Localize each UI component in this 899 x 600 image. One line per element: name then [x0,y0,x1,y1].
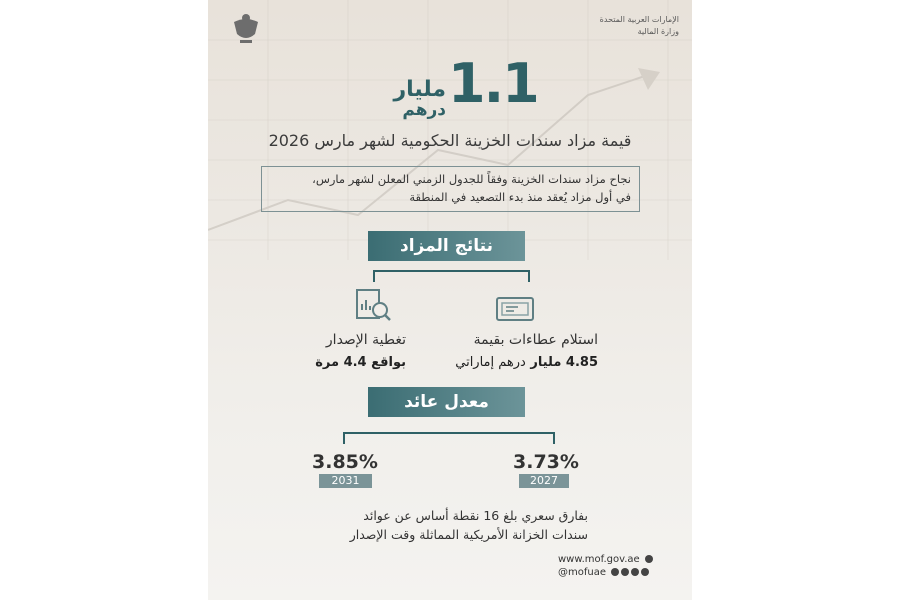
ministry-country: الإمارات العربية المتحدة [599,15,679,24]
document-search-icon [351,286,395,324]
yield-bracket [343,432,555,444]
yield-year-2031: 2031 [319,474,372,488]
value-unit-billion: مليار [393,77,446,102]
ministry-title: وزارة المالية [637,27,679,36]
bids-value-line [438,354,598,372]
uae-emblem-icon [230,12,262,46]
social-row [558,566,670,580]
yield-rate-2031: 3.85% [312,451,378,473]
linkedin-icon[interactable] [631,568,639,576]
x-icon[interactable] [621,568,629,576]
footnote-line-1: بفارق سعري بلغ 16 نقطة أساس عن عوائد [363,508,588,523]
footnote-line-2: سندات الخزانة الأمريكية المماثلة وقت الإصدار [349,527,588,542]
ministry-name [600,14,679,38]
social-handle[interactable]: @mofuae [558,567,606,578]
yield-banner: معدل عائد [368,387,525,417]
results-banner: نتائج المزاد [368,231,525,261]
infographic-poster [208,0,692,600]
auction-value: 1.1 [448,52,538,115]
coverage-label: تغطية الإصدار [325,332,406,348]
yield-year-2027: 2027 [519,474,569,488]
youtube-icon[interactable] [641,568,649,576]
instagram-icon[interactable] [611,568,619,576]
page-title: قيمة مزاد سندات الخزينة الحكومية لشهر مارس 2026 [268,131,632,150]
results-bracket [373,270,530,282]
globe-icon [645,555,653,563]
spread-footnote [288,506,588,544]
intro-line-2: في أول مزاد يُعقد منذ بدء التصعيد في المنطقة [409,190,631,204]
coverage-value: بواقع 4.4 مرة [315,355,406,370]
bids-label: استلام عطاءات بقيمة [473,332,598,348]
website-link[interactable]: www.mof.gov.ae [558,554,640,565]
banknote-icon [493,290,537,328]
intro-text [261,170,631,206]
website-row [558,553,670,567]
bids-value: 4.85 مليار [530,355,598,370]
yield-rate-2027: 3.73% [513,451,579,473]
value-unit-dirham: درهم [402,100,446,120]
intro-line-1: نجاح مزاد سندات الخزينة وفقاً للجدول الزمني المعلن لشهر مارس، [312,172,631,186]
bids-currency: درهم إماراتي [455,355,526,370]
